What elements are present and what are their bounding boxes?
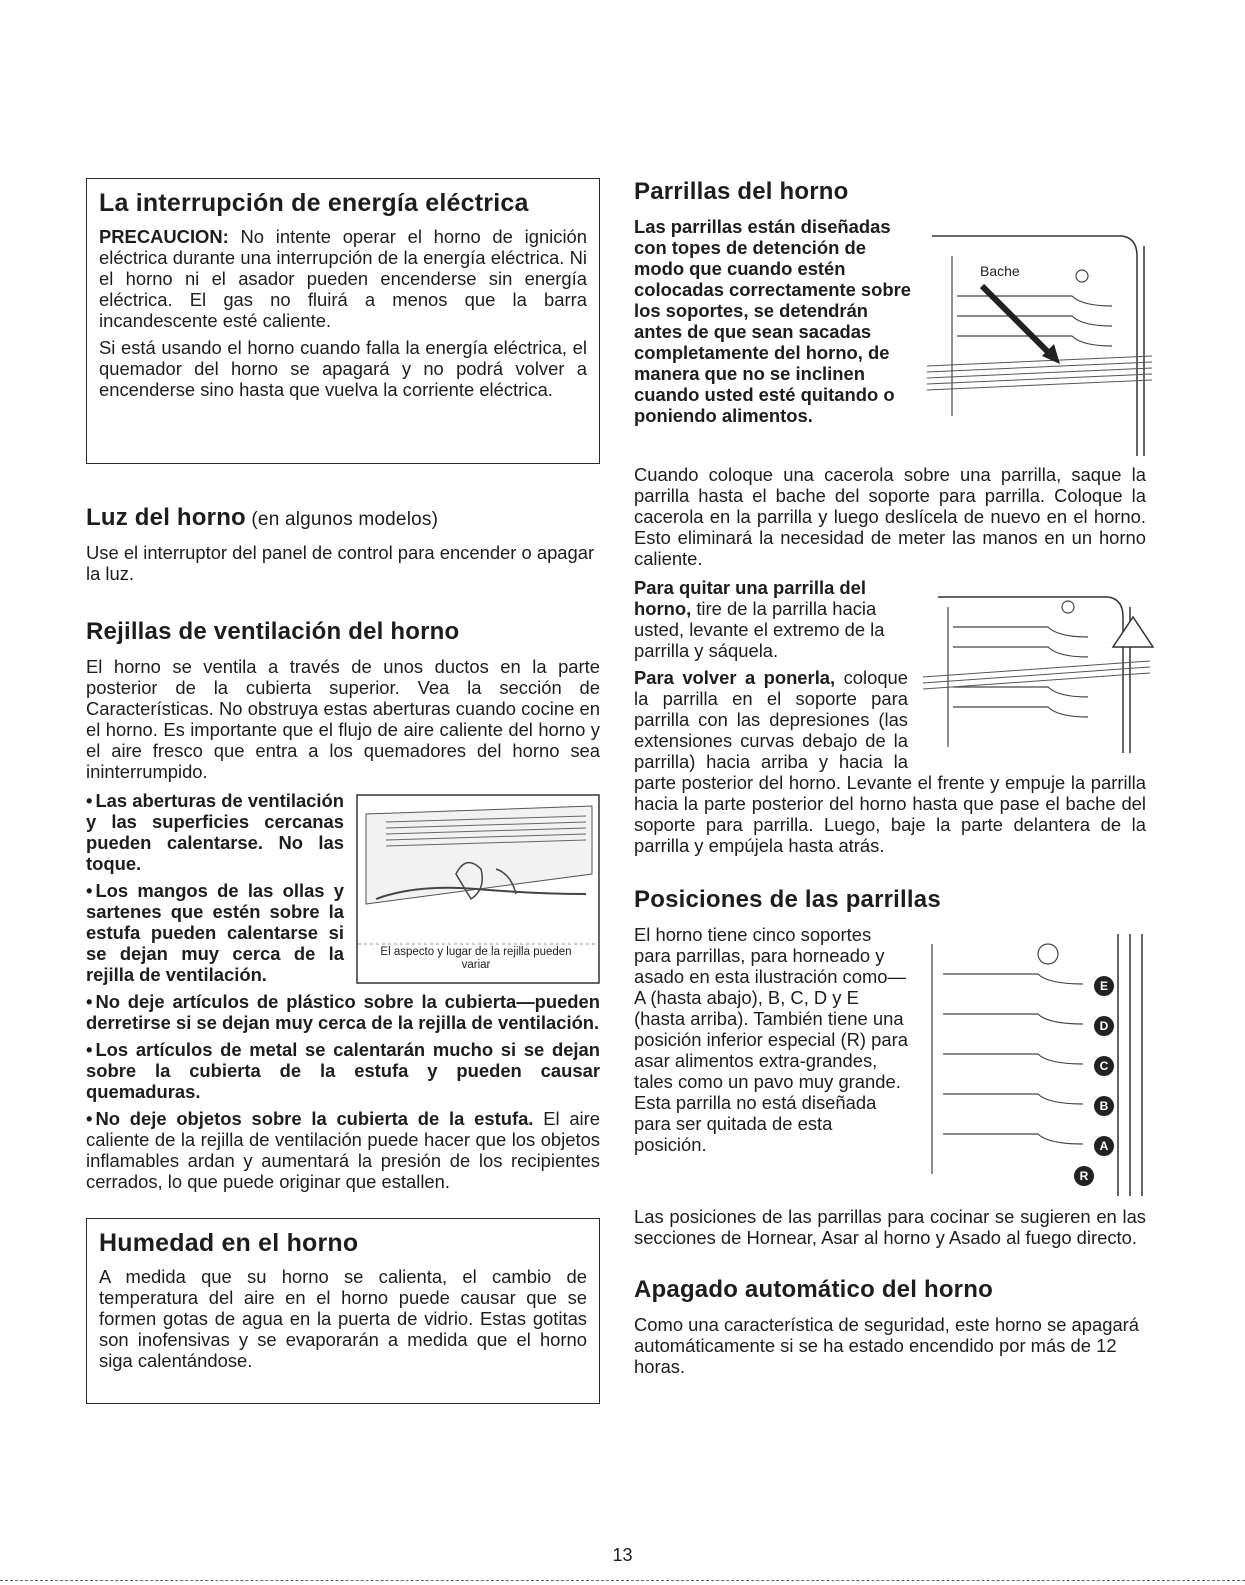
vent-illustration [356, 794, 600, 984]
power-outage-paragraph: Si está usando el horno cuando falla la energía eléctrica, el quemador del horno se apagará y no podrá volver a encenderse sino hasta que vuelva la corriente eléctrica. [99, 337, 587, 400]
rack-replace-label: Para volver a ponerla, [634, 667, 836, 688]
bullet-dot: • [86, 790, 93, 811]
oven-light-text: Use el interruptor del panel de control para encender o apagar la luz. [86, 542, 595, 584]
oven-light-title-main: Luz del horno [86, 504, 246, 531]
vent-title: Rejillas de ventilación del horno [86, 618, 460, 645]
rack-replace-text: coloque la parrilla en el soporte para parrilla con las depresiones (las extensiones curvas debajo de la parrilla) hacia arriba y hacia la parte posterior del horno. Levante el frente y empuje la parrilla hacia la parte posterior del horno hasta que pase el bache del soporte para parrilla. Luego, baje la parte delantera de la parrilla y empújela hasta atrás. [634, 667, 1146, 856]
oven-light-title [86, 504, 600, 532]
rack-label-c: C [1099, 1059, 1109, 1073]
oven-light-title-sub: (en algunos modelos) [245, 509, 439, 530]
racks-section [634, 178, 1146, 856]
page-number: 13 [612, 1545, 633, 1565]
bullet-bold-text: Los artículos de metal se calentarán mucho si se dejan sobre la cubierta de la estufa y pueden causar quemaduras. [86, 1039, 600, 1102]
vent-figure-caption: El aspecto y lugar de la rejilla pueden variar [380, 946, 572, 971]
bullet-bold-text: Los mangos de las ollas y sartenes que estén sobre la estufa pueden calentarse si se dejan muy cerca de la rejilla de ventilación. [86, 880, 344, 985]
bullet-text: El aire caliente de la rejilla de ventilación puede hacer que los objetos inflamables ardan y aumentará la presión de los recipientes cerrados, lo que puede originar que estallen. [86, 1108, 600, 1192]
caution-paragraph [99, 226, 587, 331]
power-outage-box [86, 178, 600, 464]
rack-label-b: B [1099, 1099, 1109, 1113]
rack-positions-text: El horno tiene cinco soportes para parrillas, para horneado y asado en esta ilustración como—A (hasta abajo), B, C, D y E (hasta arriba). También tiene una posición inferior especial (R) para asar alimentos extra-grandes, tales como un pavo muy grande. Esta parrilla no está diseñada para ser quitada de esta posición. [634, 924, 908, 1155]
rack-removal-block [634, 577, 1146, 856]
moisture-box [86, 1218, 600, 1404]
right-column [634, 178, 1146, 1377]
bache-label: Bache [980, 263, 1020, 279]
rack-removal-illustration [918, 577, 1154, 753]
bullet-dot: • [86, 880, 93, 901]
bullet-bold-text: Las aberturas de ventilación y las superficies cercanas pueden calentarse. No las toque. [86, 790, 344, 874]
vent-bullets [86, 790, 600, 1198]
caution-text: No intente operar el horno de ignición eléctrica durante una interrupción de la energía eléctrica. Ni el horno ni el asador pueden encenderse sin energía eléctrica. El gas no fluirá a menos que la barra incandescente esté caliente. [99, 226, 587, 331]
bullet-dot: • [86, 1039, 93, 1060]
bottom-rule [0, 1580, 1245, 1581]
vent-section [86, 618, 600, 1198]
rack-positions-title: Posiciones de las parrillas [634, 886, 941, 913]
bullet-bold-text: No deje objetos sobre la cubierta de la estufa. [95, 1108, 534, 1129]
oven-light-section [86, 504, 600, 584]
auto-shutoff-title: Apagado automático del horno [634, 1276, 993, 1303]
caution-label: PRECAUCION: [99, 226, 229, 247]
racks-text: Cuando coloque una cacerola sobre una parrilla, saque la parrilla hasta el bache del soporte para parrilla. Coloque la cacerola en la parrilla y luego deslícela de nuevo en el horno. Esto eliminará la necesidad de meter las manos en un horno caliente. [634, 464, 1146, 569]
moisture-title: Humedad en el horno [99, 1229, 359, 1257]
racks-title: Parrillas del horno [634, 178, 849, 205]
rack-label-d: D [1099, 1019, 1109, 1033]
rack-remove-label: Para quitar una parrilla del horno, [634, 577, 867, 619]
auto-shutoff-text: Como una característica de seguridad, este horno se apagará automáticamente si se ha estado encendido por más de 12 horas. [634, 1314, 1140, 1377]
rack-label-a: A [1099, 1139, 1109, 1153]
power-outage-title: La interrupción de energía eléctrica [99, 189, 529, 217]
vent-bullet-3 [86, 991, 600, 1033]
rack-label-e: E [1099, 979, 1109, 993]
moisture-text: A medida que su horno se calienta, el cambio de temperatura del aire en el horno puede causar que se formen gotas de agua en la puerta de vidrio. Estas gotitas son inofensivas y se evaporarán a medida que el horno siga calentándose. [99, 1266, 587, 1371]
rack-positions-text2: Las posiciones de las parrillas para cocinar se sugieren en las secciones de Hornear, Asar al horno y Asado al fuego directo. [634, 1206, 1146, 1248]
auto-shutoff-section [634, 1276, 1146, 1377]
bullet-bold-text: No deje artículos de plástico sobre la cubierta—pueden derretirse si se dejan muy cerca de la rejilla de ventilación. [86, 991, 600, 1033]
left-column [86, 178, 600, 1404]
vent-text: El horno se ventila a través de unos ductos en la parte posterior de la cubierta superior. Vea la sección de Características. No obstruya estas aberturas cuando cocine en el horno. Es importante que el flujo de aire caliente del horno y el aire fresco que entra a los quemadores del horno sea ininterrumpido. [86, 656, 600, 782]
rack-remove-text: tire de la parrilla hacia usted, levante el extremo de la parrilla y sáquela. [634, 598, 885, 661]
rack-label-r: R [1079, 1169, 1089, 1183]
bullet-dot: • [86, 1108, 93, 1129]
racks-intro: Las parrillas están diseñadas con topes de detención de modo que cuando estén colocadas correctamente sobre los soportes, se detendrán antes de que sean sacadas completamente del horno, de manera que no se inclinen cuando usted esté quitando o poniendo alimentos. [634, 216, 911, 426]
vent-bullet-5 [86, 1108, 600, 1192]
vent-bullet-4 [86, 1039, 600, 1102]
rack-positions-illustration [918, 924, 1154, 1196]
rack-stop-illustration [922, 216, 1154, 456]
rack-positions-section [634, 886, 1146, 1248]
bullet-dot: • [86, 991, 93, 1012]
